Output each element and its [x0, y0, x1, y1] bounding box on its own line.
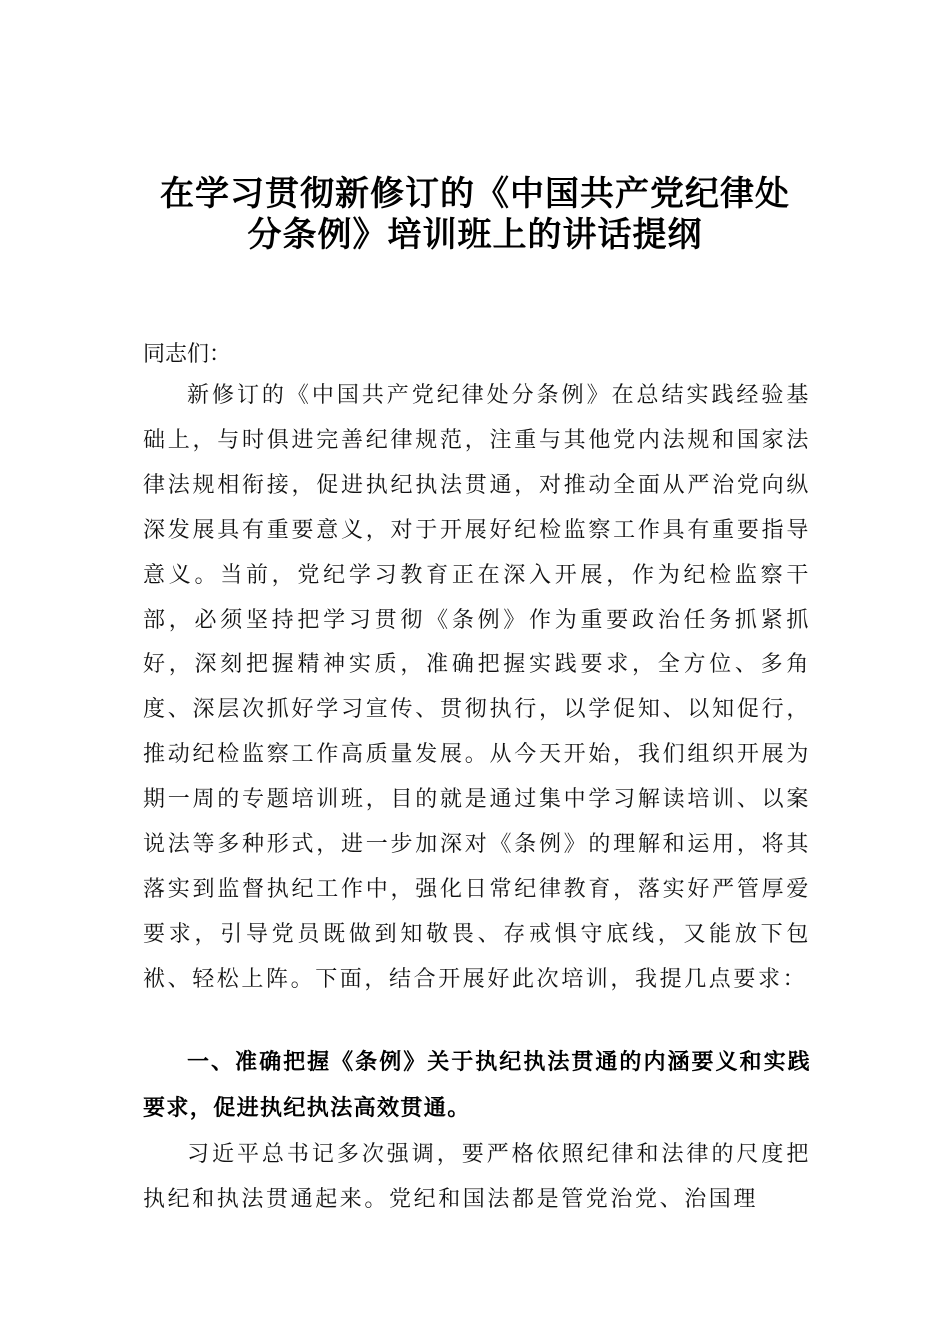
document-title-line-2: 分条例》培训班上的讲话提纲 [247, 215, 703, 255]
greeting: 同志们： [143, 342, 232, 367]
document-title-line-1: 在学习贯彻新修订的《中国共产党纪律处 [160, 174, 790, 214]
body-paragraph-1: 新修订的《中国共产党纪律处分条例》在总结实践经验基础上，与时俱进完善纪律规范，注重与其他党内法规和国家法律法规相衔接，促进执纪执法贯通，对推动全面从严治党向纵深发展具有重要意义，对于开展好纪检监察工作具有重要指导意义。当前，党纪学习教育正在深入开展，作为纪检监察干部，必须坚持把学习贯彻《条例》作为重要政治任务抓紧抓好，深刻把握精神实质，准确把握实践要求，全方位、多角度、深层次抓好学习宣传、贯彻执行，以学促知、以知促行，推动纪检监察工作高质量发展。从今天开始，我们组织开展为期一周的专题培训班，目的就是通过集中学习解读培训、以案说法等多种形式，进一步加深对《条例》的理解和运用，将其落实到监督执纪工作中，强化日常纪律教育，落实好严管厚爱要求，引导党员既做到知敬畏、存戒惧守底线，又能放下包袱、轻松上阵。下面，结合开展好此次培训，我提几点要求： [143, 383, 811, 992]
section-heading-1: 一、准确把握《条例》关于执纪执法贯通的内涵要义和实践要求，促进执纪执法高效贯通。 [143, 1050, 811, 1121]
body-paragraph-2: 习近平总书记多次强调，要严格依照纪律和法律的尺度把执纪和执法贯通起来。党纪和国法都是管党治党、治国理 [143, 1142, 811, 1212]
